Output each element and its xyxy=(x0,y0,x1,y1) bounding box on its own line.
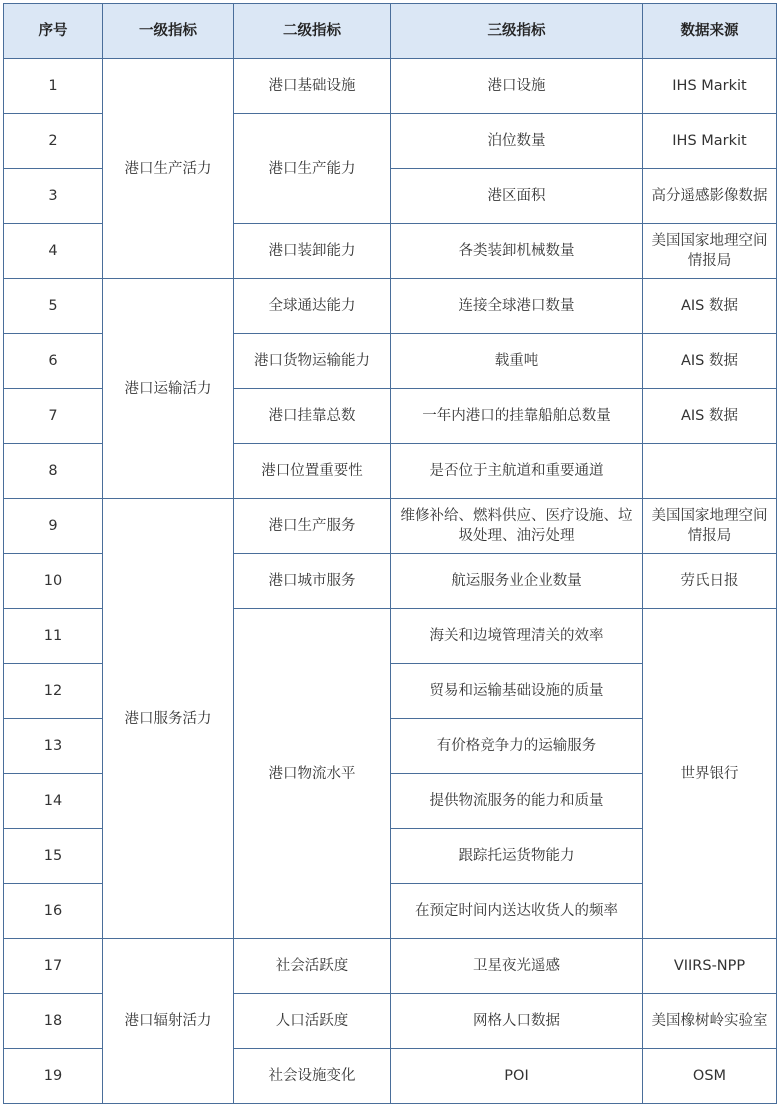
source-cell: IHS Markit xyxy=(643,114,777,169)
level2-cell: 港口生产能力 xyxy=(234,114,391,224)
header-row xyxy=(4,4,777,59)
level2-cell: 港口位置重要性 xyxy=(234,444,391,499)
level3-cell: 港口设施 xyxy=(391,59,643,114)
row-number: 18 xyxy=(4,994,103,1049)
source-cell: AIS 数据 xyxy=(643,279,777,334)
row-number: 9 xyxy=(4,499,103,554)
row-number: 16 xyxy=(4,884,103,939)
level3-cell: 连接全球港口数量 xyxy=(391,279,643,334)
indicator-table-wrapper xyxy=(3,3,777,1104)
row-number: 10 xyxy=(4,554,103,609)
source-cell: VIIRS-NPP xyxy=(643,939,777,994)
indicator-table xyxy=(3,3,777,1104)
row-number: 14 xyxy=(4,774,103,829)
level3-cell: 载重吨 xyxy=(391,334,643,389)
source-cell: 美国国家地理空间情报局 xyxy=(643,224,777,279)
level1-cell: 港口生产活力 xyxy=(103,59,234,279)
source-cell: 美国国家地理空间情报局 xyxy=(643,499,777,554)
row-number: 4 xyxy=(4,224,103,279)
level1-cell: 港口服务活力 xyxy=(103,499,234,939)
row-number: 1 xyxy=(4,59,103,114)
header-cell-level1: 一级指标 xyxy=(103,4,234,59)
level3-cell: 卫星夜光遥感 xyxy=(391,939,643,994)
level2-cell: 港口生产服务 xyxy=(234,499,391,554)
level2-cell: 人口活跃度 xyxy=(234,994,391,1049)
level2-cell: 港口物流水平 xyxy=(234,609,391,939)
level2-cell: 社会设施变化 xyxy=(234,1049,391,1104)
row-number: 17 xyxy=(4,939,103,994)
row-number: 6 xyxy=(4,334,103,389)
header-cell-source: 数据来源 xyxy=(643,4,777,59)
source-cell: OSM xyxy=(643,1049,777,1104)
level2-cell: 港口货物运输能力 xyxy=(234,334,391,389)
row-number: 13 xyxy=(4,719,103,774)
source-cell: IHS Markit xyxy=(643,59,777,114)
level3-cell: 海关和边境管理清关的效率 xyxy=(391,609,643,664)
row-number: 12 xyxy=(4,664,103,719)
header-cell-no: 序号 xyxy=(4,4,103,59)
level3-cell: 有价格竞争力的运输服务 xyxy=(391,719,643,774)
level3-cell: 泊位数量 xyxy=(391,114,643,169)
table-row xyxy=(4,279,777,334)
row-number: 3 xyxy=(4,169,103,224)
level2-cell: 港口城市服务 xyxy=(234,554,391,609)
level2-cell: 全球通达能力 xyxy=(234,279,391,334)
row-number: 15 xyxy=(4,829,103,884)
level3-cell: 港区面积 xyxy=(391,169,643,224)
row-number: 19 xyxy=(4,1049,103,1104)
level3-cell: 提供物流服务的能力和质量 xyxy=(391,774,643,829)
level2-cell: 港口装卸能力 xyxy=(234,224,391,279)
level3-cell: 各类装卸机械数量 xyxy=(391,224,643,279)
level3-cell: 在预定时间内送达收货人的频率 xyxy=(391,884,643,939)
level3-cell: 是否位于主航道和重要通道 xyxy=(391,444,643,499)
level3-cell: 一年内港口的挂靠船舶总数量 xyxy=(391,389,643,444)
row-number: 8 xyxy=(4,444,103,499)
level3-cell: POI xyxy=(391,1049,643,1104)
source-cell: AIS 数据 xyxy=(643,389,777,444)
row-number: 5 xyxy=(4,279,103,334)
table-row xyxy=(4,59,777,114)
level2-cell: 社会活跃度 xyxy=(234,939,391,994)
header-cell-level2: 二级指标 xyxy=(234,4,391,59)
level3-cell: 贸易和运输基础设施的质量 xyxy=(391,664,643,719)
level2-cell: 港口基础设施 xyxy=(234,59,391,114)
source-cell: 高分遥感影像数据 xyxy=(643,169,777,224)
level1-cell: 港口运输活力 xyxy=(103,279,234,499)
source-cell: 美国橡树岭实验室 xyxy=(643,994,777,1049)
level3-cell: 网格人口数据 xyxy=(391,994,643,1049)
table-row xyxy=(4,499,777,554)
source-cell: AIS 数据 xyxy=(643,334,777,389)
header-cell-level3: 三级指标 xyxy=(391,4,643,59)
source-cell xyxy=(643,444,777,499)
row-number: 11 xyxy=(4,609,103,664)
level3-cell: 跟踪托运货物能力 xyxy=(391,829,643,884)
source-cell: 世界银行 xyxy=(643,609,777,939)
row-number: 2 xyxy=(4,114,103,169)
level2-cell: 港口挂靠总数 xyxy=(234,389,391,444)
level3-cell: 航运服务业企业数量 xyxy=(391,554,643,609)
level3-cell: 维修补给、燃料供应、医疗设施、垃圾处理、油污处理 xyxy=(391,499,643,554)
source-cell: 劳氏日报 xyxy=(643,554,777,609)
row-number: 7 xyxy=(4,389,103,444)
level1-cell: 港口辐射活力 xyxy=(103,939,234,1104)
table-row xyxy=(4,939,777,994)
